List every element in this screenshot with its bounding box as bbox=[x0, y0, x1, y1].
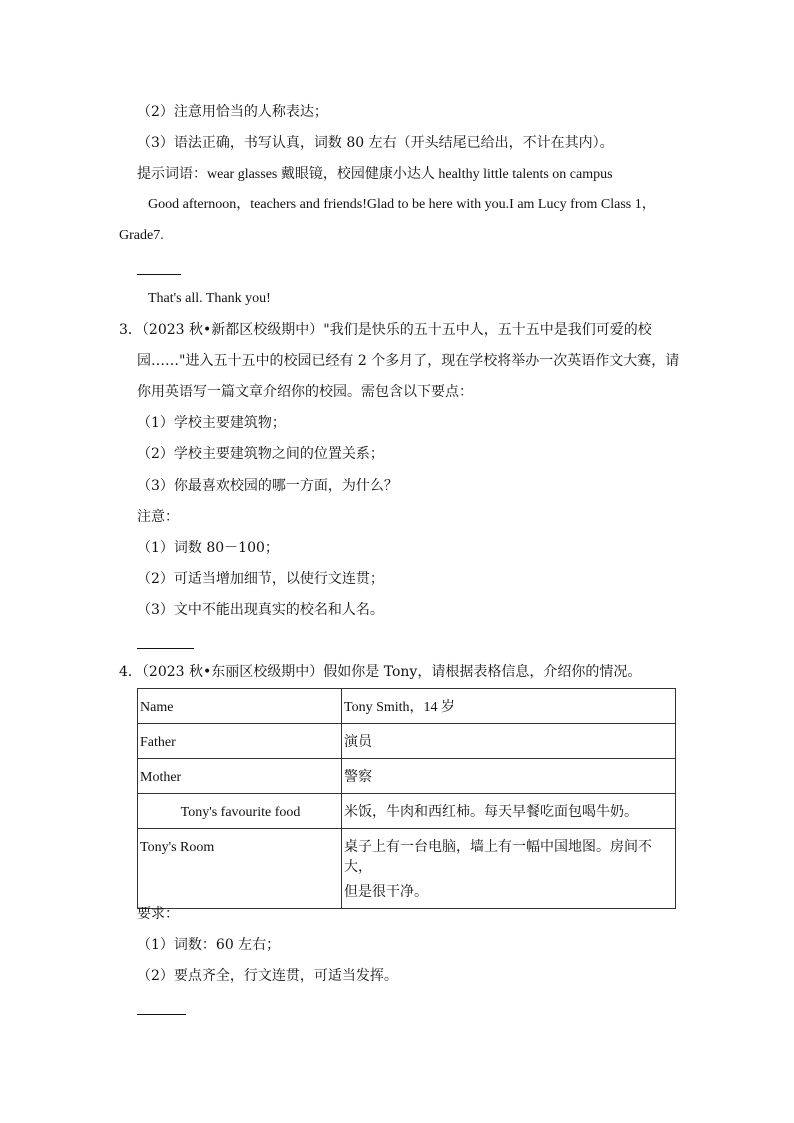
table-value-mother bbox=[342, 759, 676, 794]
table-label-room bbox=[138, 829, 342, 909]
q3-point-3: （3）你最喜欢校园的哪一方面，为什么？ bbox=[137, 478, 398, 494]
cell-text: Mother bbox=[140, 770, 182, 785]
q3-intro-line-3: 你用英语写一篇文章介绍你的校园。需包含以下要点： bbox=[137, 384, 473, 400]
q2-hint bbox=[137, 164, 613, 185]
q2-opening-line-2: Grade7. bbox=[119, 228, 164, 243]
q3-notice-3: （3）文中不能出现真实的校名和人名。 bbox=[137, 602, 384, 618]
q2-closing-line: That's all. Thank you! bbox=[148, 291, 271, 306]
cell-text: 演员 bbox=[344, 734, 372, 750]
q4-info-table bbox=[137, 688, 676, 909]
cell-text-line-2: 但是很干净。 bbox=[344, 884, 428, 900]
q3-notice-label: 注意： bbox=[137, 509, 179, 525]
q3-answer-blank[interactable] bbox=[137, 648, 194, 649]
table-value-room bbox=[342, 829, 676, 909]
q3-notice-2: （2）可适当增加细节，以使行文连贯； bbox=[137, 571, 384, 587]
table-row bbox=[138, 689, 676, 724]
q3-number: 3． bbox=[119, 322, 142, 338]
table-row bbox=[138, 724, 676, 759]
table-row bbox=[138, 794, 676, 829]
q3-point-1: （1）学校主要建筑物； bbox=[137, 415, 286, 431]
q4-intro-text: （2023 秋•东丽区校级期中）假如你是 Tony，请根据表格信息，介绍你的情况。 bbox=[141, 664, 642, 680]
q4-answer-blank[interactable] bbox=[137, 1014, 186, 1015]
cell-text: Tony's favourite food bbox=[180, 805, 301, 820]
cell-text: Tony's Room bbox=[140, 840, 215, 855]
table-label-mother bbox=[138, 759, 342, 794]
q2-answer-blank[interactable] bbox=[137, 274, 181, 275]
cell-text: Tony Smith，14 岁 bbox=[344, 700, 456, 715]
table-row bbox=[138, 829, 676, 909]
table-row bbox=[138, 759, 676, 794]
q4-requirement-1: （1）词数：60 左右； bbox=[137, 937, 281, 953]
cell-text: 警察 bbox=[344, 769, 372, 785]
q3-intro-text-1: （2023 秋•新都区校级期中）"我们是快乐的五十五中人，五十五中是我们可爱的校 bbox=[141, 322, 652, 338]
q3-intro-line-2: 园……"进入五十五中的校园已经有 2 个多月了，现在学校将举办一次英语作文大赛，请 bbox=[137, 353, 680, 369]
cell-text: Name bbox=[140, 700, 174, 715]
q4-number: 4． bbox=[119, 664, 142, 680]
q2-requirement-2: （2）注意用恰当的人称表达； bbox=[137, 104, 328, 120]
q3-notice-1: （1）词数 80－100； bbox=[137, 540, 279, 556]
q2-hint-text: wear glasses 戴眼镜，校园健康小达人 healthy little talents on campus bbox=[207, 167, 613, 182]
cell-text: Father bbox=[140, 735, 176, 750]
table-label-favourite-food bbox=[138, 794, 342, 829]
q2-hint-label: 提示词语： bbox=[137, 166, 207, 182]
q4-intro-line bbox=[119, 662, 641, 682]
cell-text: 米饭，牛肉和西红柿。每天早餐吃面包喝牛奶。 bbox=[344, 804, 638, 820]
q4-requirement-2: （2）要点齐全，行文连贯，可适当发挥。 bbox=[137, 968, 398, 984]
q4-require-label: 要求： bbox=[137, 906, 179, 922]
table-label-father bbox=[138, 724, 342, 759]
table-value-father bbox=[342, 724, 676, 759]
q2-requirement-3: （3）语法正确，书写认真，词数 80 左右（开头结尾已给出，不计在其内）。 bbox=[137, 135, 614, 151]
q2-opening-line-1: Good afternoon，teachers and friends!Glad to be here with you.I am Lucy from Class 1， bbox=[148, 197, 656, 212]
table-value-name bbox=[342, 689, 676, 724]
q3-point-2: （2）学校主要建筑物之间的位置关系； bbox=[137, 446, 384, 462]
q3-intro-line-1 bbox=[119, 320, 652, 340]
table-label-name bbox=[138, 689, 342, 724]
cell-text-line-1: 桌子上有一台电脑，墙上有一幅中国地图。房间不大， bbox=[344, 839, 652, 875]
table-value-favourite-food bbox=[342, 794, 676, 829]
